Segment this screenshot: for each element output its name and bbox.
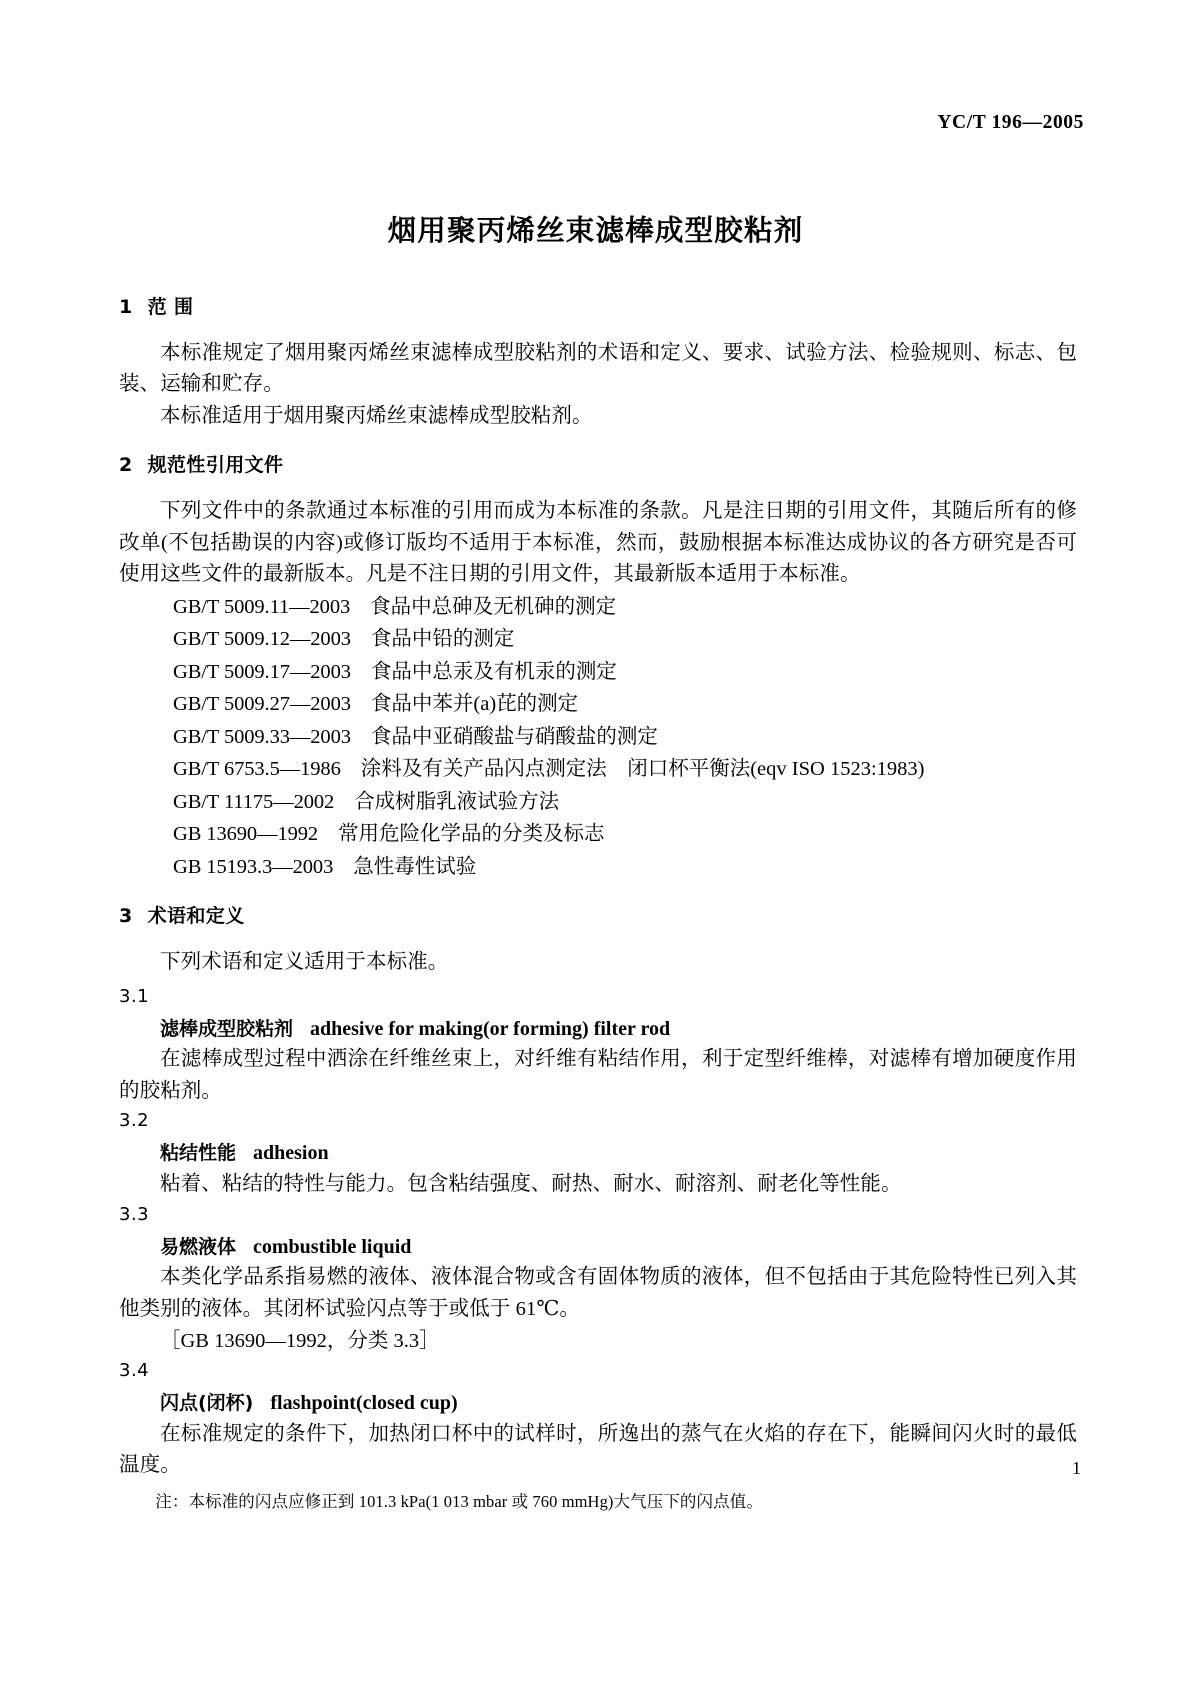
reference-code: GB/T 11175—2002 bbox=[173, 790, 335, 813]
clause-number-1: 1 bbox=[119, 296, 133, 318]
reference-title: 食品中总汞及有机汞的测定 bbox=[370, 660, 617, 683]
reference-code: GB/T 5009.17—2003 bbox=[173, 660, 351, 683]
reference-code: GB 13690—1992 bbox=[173, 823, 319, 846]
clause-heading-2 bbox=[119, 454, 1077, 478]
term-name-en: combustible liquid bbox=[253, 1235, 412, 1258]
clause2-paragraph-1: 下列文件中的条款通过本标准的引用而成为本标准的条款。凡是注日期的引用文件，其随后所有的修改单(不包括勘误的内容)或修订版均不适用于本标准，然而，鼓励根据本标准达成协议的各方研究是否可使用这些文件的最新版本。凡是不注日期的引用文件，其最新版本适用于本标准。 bbox=[119, 500, 1077, 586]
term-name-en: adhesive for making(or forming) filter rod bbox=[310, 1017, 671, 1040]
reference-code: GB/T 5009.12—2003 bbox=[173, 628, 351, 651]
reference-code: GB/T 5009.33—2003 bbox=[173, 725, 351, 748]
term-heading-3-1 bbox=[119, 1014, 1077, 1045]
term-name-cn: 粘结性能 bbox=[160, 1142, 237, 1165]
reference-title: 食品中铅的测定 bbox=[370, 628, 515, 651]
term-number-3-4: 3.4 bbox=[119, 1360, 150, 1382]
clause1-paragraph-1: 本标准规定了烟用聚丙烯丝束滤棒成型胶粘剂的术语和定义、要求、试验方法、检验规则、标志、包装、运输和贮存。 bbox=[119, 341, 1077, 396]
clause1-paragraph-2: 本标准适用于烟用聚丙烯丝束滤棒成型胶粘剂。 bbox=[160, 404, 593, 427]
term-number-3-2: 3.2 bbox=[119, 1110, 150, 1132]
term-number-3-3: 3.3 bbox=[119, 1203, 150, 1225]
list-item bbox=[119, 688, 1077, 720]
list-item bbox=[119, 818, 1077, 850]
list-item bbox=[119, 753, 1077, 785]
term-number-3-1: 3.1 bbox=[119, 985, 150, 1007]
clause-label-2: 规范性引用文件 bbox=[147, 454, 284, 477]
clause-number-3: 3 bbox=[119, 905, 133, 928]
clause-label-1: 范 围 bbox=[147, 296, 194, 318]
term-heading-3-2 bbox=[119, 1138, 1077, 1169]
running-header-standard-code: YC/T 196—2005 bbox=[937, 112, 1084, 133]
clause3-paragraph-1: 下列术语和定义适用于本标准。 bbox=[160, 950, 449, 973]
term-definition-3-2: 粘着、粘结的特性与能力。包含粘结强度、耐热、耐水、耐溶剂、耐老化等性能。 bbox=[160, 1173, 902, 1196]
term-name-cn: 滤棒成型胶粘剂 bbox=[160, 1017, 294, 1040]
term-definition-3-4: 在标准规定的条件下，加热闭口杯中的试样时，所逸出的蒸气在火焰的存在下，能瞬间闪火时的最低温度。 bbox=[119, 1422, 1077, 1477]
reference-code: GB/T 6753.5—1986 bbox=[173, 758, 341, 781]
term-name-cn: 闪点(闭杯) bbox=[160, 1392, 254, 1415]
reference-code: GB 15193.3—2003 bbox=[173, 855, 334, 878]
reference-title: 食品中总砷及无机砷的测定 bbox=[370, 595, 617, 618]
term-note-3-4: 注：本标准的闪点应修正到 101.3 kPa(1 013 mbar 或 760 mmHg)大气压下的闪点值。 bbox=[155, 1492, 763, 1512]
term-name-en: adhesion bbox=[253, 1142, 329, 1165]
normative-reference-list bbox=[119, 591, 1077, 883]
list-item bbox=[119, 851, 1077, 883]
clause-heading-3 bbox=[119, 905, 1077, 929]
list-item bbox=[119, 786, 1077, 818]
reference-code: GB/T 5009.11—2003 bbox=[173, 595, 351, 618]
reference-title: 食品中苯并(a)芘的测定 bbox=[370, 693, 579, 716]
term-name-cn: 易燃液体 bbox=[160, 1235, 237, 1258]
list-item bbox=[119, 591, 1077, 623]
term-name-en: flashpoint(closed cup) bbox=[270, 1392, 458, 1415]
term-heading-3-3 bbox=[119, 1232, 1077, 1263]
document-body bbox=[119, 296, 1077, 1515]
term-definition-3-3: 本类化学品系指易燃的液体、液体混合物或含有固体物质的液体，但不包括由于其危险特性已列入其他类别的液体。其闭杯试验闪点等于或低于 61℃。 bbox=[119, 1266, 1077, 1321]
term-source-3-3: ［GB 13690—1992，分类 3.3］ bbox=[160, 1329, 440, 1352]
page-number: 1 bbox=[1072, 1458, 1081, 1478]
reference-title: 急性毒性试验 bbox=[353, 855, 477, 878]
reference-title: 合成树脂乳液试验方法 bbox=[354, 790, 560, 813]
reference-title: 涂料及有关产品闪点测定法 闭口杯平衡法(eqv ISO 1523:1983) bbox=[360, 758, 925, 781]
list-item bbox=[119, 721, 1077, 753]
reference-title: 食品中亚硝酸盐与硝酸盐的测定 bbox=[370, 725, 658, 748]
list-item bbox=[119, 623, 1077, 655]
clause-heading-1 bbox=[119, 296, 1077, 320]
term-heading-3-4 bbox=[119, 1388, 1077, 1419]
reference-title: 常用危险化学品的分类及标志 bbox=[338, 823, 605, 846]
clause-number-2: 2 bbox=[119, 454, 133, 477]
term-definition-3-1: 在滤棒成型过程中洒涂在纤维丝束上，对纤维有粘结作用，利于定型纤维棒，对滤棒有增加硬度作用的胶粘剂。 bbox=[119, 1048, 1077, 1102]
reference-code: GB/T 5009.27—2003 bbox=[173, 693, 351, 716]
document-title: 烟用聚丙烯丝束滤棒成型胶粘剂 bbox=[387, 214, 804, 247]
list-item bbox=[119, 656, 1077, 688]
clause-label-3: 术语和定义 bbox=[147, 905, 245, 928]
